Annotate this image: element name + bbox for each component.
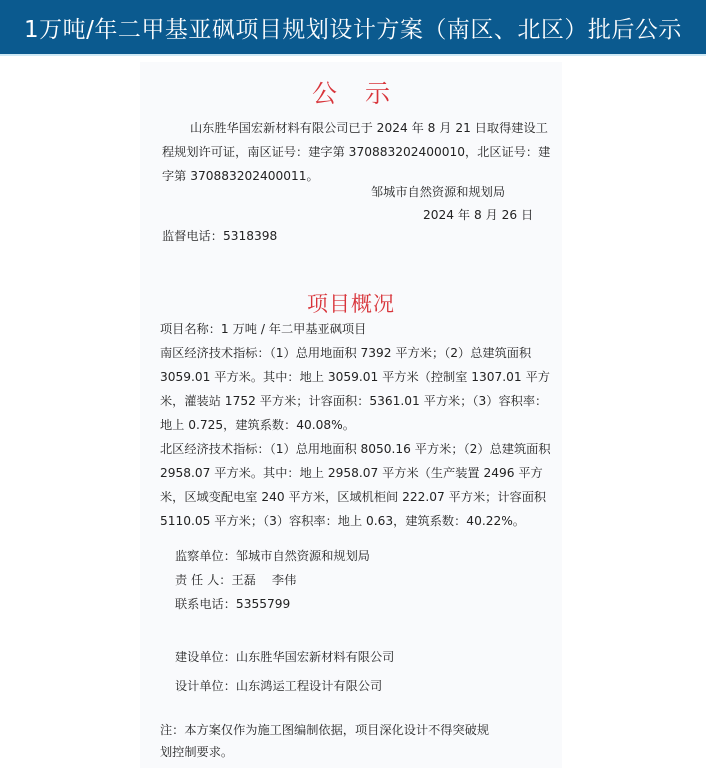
note-line-2: 划控制要求。 — [160, 745, 234, 759]
page-title: 1万吨/年二甲基亚砜项目规划设计方案（南区、北区）批后公示 — [24, 16, 682, 43]
notice-issuer: 邹城市自然资源和规划局 — [371, 185, 506, 199]
supervisor-unit: 监察单位：邹城市自然资源和规划局 — [175, 549, 370, 563]
supervision-phone-number: 5318398 — [222, 229, 278, 243]
south-metrics-line-1: 南区经济技术指标：（1）总用地面积 7392 平方米；（2）总建筑面积 — [160, 346, 532, 360]
contact-phone: 联系电话：5355799 — [175, 597, 291, 611]
north-metrics-line-1: 北区经济技术指标：（1）总用地面积 8050.16 平方米；（2）总建筑面积 — [160, 442, 551, 456]
supervision-phone — [162, 224, 277, 248]
notice-body-line-3: 字第 370883202400011。 — [162, 169, 319, 183]
notice-title: 公示 — [311, 79, 418, 108]
designer-unit: 设计单位：山东鸿运工程设计有限公司 — [175, 679, 383, 693]
north-metrics-line-3: 米，区域变配电室 240 平方米，区域机柜间 222.07 平方米；计容面积 — [160, 490, 547, 504]
supervision-phone-label: 监督电话： — [162, 229, 223, 243]
notice-date: 2024 年 8 月 26 日 — [423, 208, 534, 222]
north-metrics-line-2: 2958.07 平方米。其中：地上 2958.07 平方米（生产装置 2496 平方 — [160, 466, 543, 480]
notice-body-line-1: 山东胜华国宏新材料有限公司已于 2024 年 8 月 21 日取得建设工 — [190, 121, 548, 135]
project-name: 项目名称：1 万吨 / 年二甲基亚砜项目 — [160, 322, 367, 336]
responsible-persons: 责 任 人：王磊 李伟 — [175, 573, 297, 587]
south-metrics-line-3: 米，灌装站 1752 平方米；计容面积：5361.01 平方米；（3）容积率： — [160, 394, 548, 408]
overview-title: 项目概况 — [307, 292, 395, 316]
south-metrics-line-2: 3059.01 平方米。其中：地上 3059.01 平方米（控制室 1307.01 平方 — [160, 370, 550, 384]
page-header — [0, 0, 706, 56]
note-line-1: 注：本方案仅作为施工图编制依据，项目深化设计不得突破规 — [160, 723, 490, 737]
builder-unit: 建设单位：山东胜华国宏新材料有限公司 — [175, 650, 395, 664]
south-metrics-line-4: 地上 0.725，建筑系数：40.08%。 — [160, 418, 355, 432]
north-metrics-line-4: 5110.05 平方米；（3）容积率：地上 0.63，建筑系数：40.22%。 — [160, 514, 525, 528]
notice-document — [140, 62, 562, 768]
notice-body-line-2: 程规划许可证，南区证号：建字第 370883202400010，北区证号：建 — [162, 145, 551, 159]
